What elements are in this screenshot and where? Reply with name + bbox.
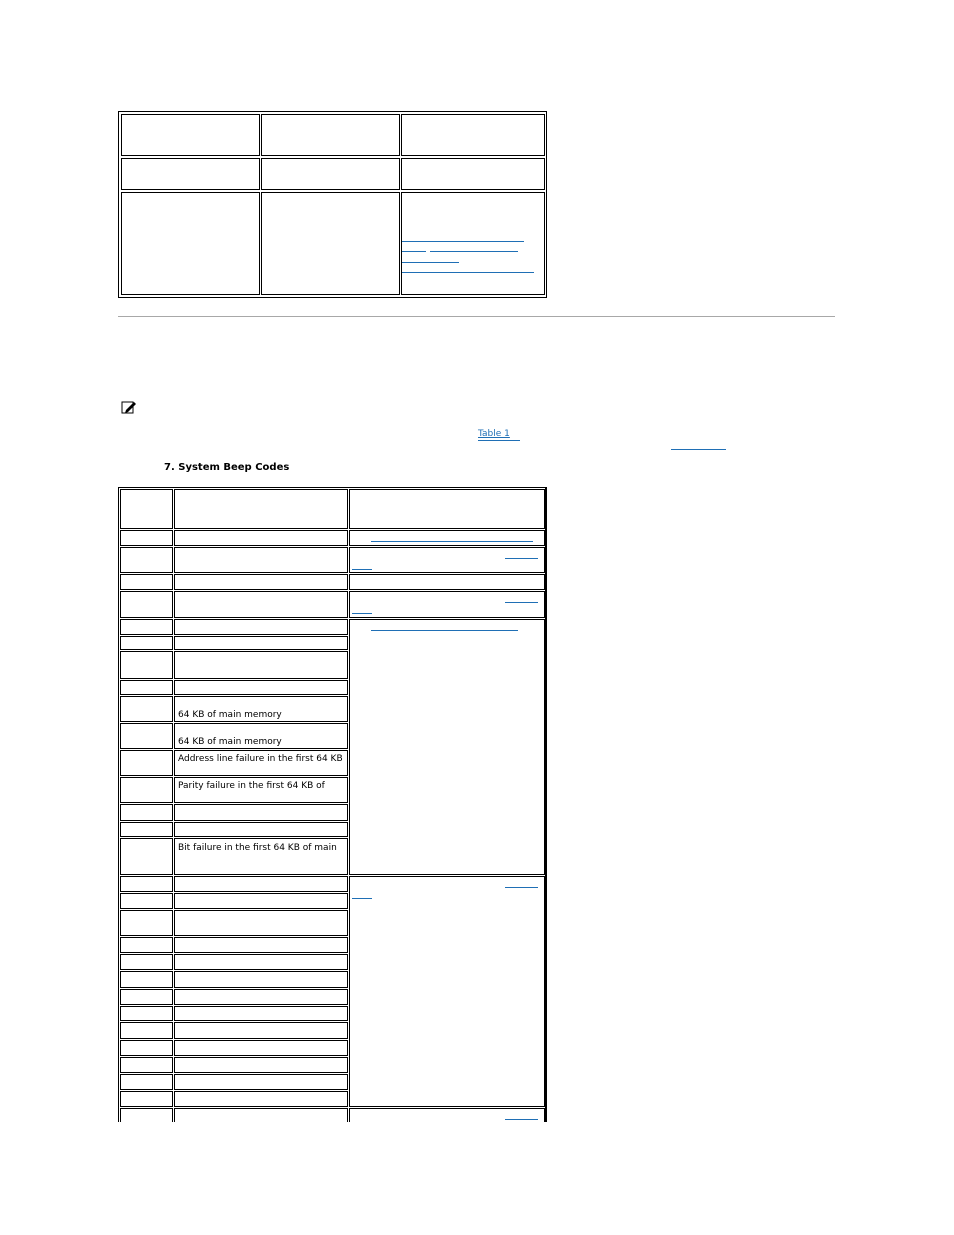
beep-table-cell bbox=[349, 530, 545, 546]
beep-table-cell bbox=[174, 1074, 348, 1090]
beep-table-cell bbox=[174, 937, 348, 953]
beep-table-cell bbox=[174, 1006, 348, 1021]
beep-table-cell bbox=[120, 910, 173, 936]
beep-table-cell bbox=[174, 680, 348, 695]
beep-table-cell bbox=[174, 619, 348, 635]
beep-table-cell bbox=[174, 954, 348, 970]
top-table-cell bbox=[261, 114, 400, 156]
top-table-cell bbox=[401, 192, 545, 295]
beep-row4-link[interactable] bbox=[505, 602, 538, 603]
beep-table-cell bbox=[349, 574, 545, 590]
beep-table-cell bbox=[120, 636, 173, 650]
beep-row4-link[interactable] bbox=[352, 613, 372, 614]
beep-table-cell bbox=[120, 838, 173, 875]
beep-row1-link[interactable] bbox=[371, 541, 533, 542]
beep-row2-link[interactable] bbox=[505, 558, 538, 559]
beep-table-cell bbox=[120, 1022, 173, 1039]
top-table-link-3[interactable] bbox=[430, 251, 518, 252]
beep-table-cell bbox=[120, 937, 173, 953]
beep-table-cell bbox=[174, 547, 348, 573]
beep-table-cell bbox=[120, 1057, 173, 1073]
beep-table-cell bbox=[120, 1091, 173, 1107]
top-table-cell bbox=[121, 158, 260, 190]
beep-table-cell bbox=[120, 804, 173, 821]
beep-table-header-cell bbox=[120, 489, 173, 529]
note-icon bbox=[121, 399, 137, 413]
beep-last-row-link[interactable] bbox=[505, 1119, 538, 1120]
beep-table-cell bbox=[349, 591, 545, 618]
beep-table-cell bbox=[174, 1040, 348, 1056]
beep-table-cell bbox=[120, 696, 173, 722]
beep-table-cell bbox=[174, 1022, 348, 1039]
page-bottom-margin bbox=[0, 1122, 954, 1235]
beep-table-cell bbox=[120, 971, 173, 988]
beep-table-cell bbox=[349, 547, 545, 573]
beep-table-merged-cell bbox=[349, 876, 545, 1107]
beep-table-cell bbox=[174, 971, 348, 988]
beep-table-cell bbox=[120, 989, 173, 1005]
beep-table-header-cell bbox=[174, 489, 348, 529]
beep-table-cell bbox=[174, 989, 348, 1005]
beep-table-cell bbox=[120, 591, 173, 618]
beep-table-cell bbox=[120, 822, 173, 837]
beep-table-merged-cell bbox=[349, 619, 545, 875]
beep-row5-link[interactable] bbox=[371, 630, 518, 631]
beep-table-cell bbox=[120, 651, 173, 679]
beep-table-cell bbox=[120, 619, 173, 635]
top-table-cell bbox=[401, 114, 545, 156]
beep-table-cell bbox=[120, 876, 173, 892]
beep-table-cell bbox=[120, 1040, 173, 1056]
top-table-link-1[interactable] bbox=[402, 241, 524, 242]
beep-table-cell bbox=[174, 893, 348, 909]
top-table-cell bbox=[401, 158, 545, 190]
beep-table-cell bbox=[120, 750, 173, 776]
beep-row10-description: 64 KB of main memory bbox=[178, 737, 282, 747]
beep-row2-link[interactable] bbox=[352, 569, 372, 570]
beep-table-header-cell bbox=[349, 489, 545, 529]
top-table-cell bbox=[261, 158, 400, 190]
beep-table-cell bbox=[120, 547, 173, 573]
beep-table-cell bbox=[174, 910, 348, 936]
note-link-2[interactable] bbox=[671, 449, 726, 450]
beep-row15-description: Bit failure in the first 64 KB of main bbox=[178, 843, 337, 853]
section-divider bbox=[118, 316, 835, 317]
beep-table-cell bbox=[120, 954, 173, 970]
beep-table-cell bbox=[120, 1074, 173, 1090]
beep-table-caption: 7. System Beep Codes bbox=[164, 462, 290, 473]
top-table-cell bbox=[121, 192, 260, 295]
beep-row12-description: Parity failure in the first 64 KB of bbox=[178, 781, 325, 791]
table-1-link[interactable]: Table 1 bbox=[478, 429, 510, 439]
beep-table-cell bbox=[174, 574, 348, 590]
beep-table-cell bbox=[120, 530, 173, 546]
top-table-link-4[interactable] bbox=[402, 262, 459, 263]
beep-table-cell bbox=[174, 591, 348, 618]
top-table-link-2[interactable] bbox=[402, 251, 426, 252]
beep-row16-link[interactable] bbox=[505, 887, 538, 888]
beep-table-cell bbox=[174, 876, 348, 892]
beep-row16-link[interactable] bbox=[352, 898, 372, 899]
top-table-link-5[interactable] bbox=[402, 272, 534, 273]
beep-table-cell bbox=[174, 1057, 348, 1073]
beep-table-cell bbox=[120, 1006, 173, 1021]
beep-table-cell bbox=[174, 822, 348, 837]
table-1-link-underline bbox=[478, 440, 520, 441]
beep-table-cell bbox=[174, 651, 348, 679]
beep-table-cell bbox=[120, 723, 173, 749]
beep-table-cell bbox=[120, 893, 173, 909]
beep-table-cell bbox=[120, 777, 173, 803]
beep-row9-description: 64 KB of main memory bbox=[178, 710, 282, 720]
beep-row11-description: Address line failure in the first 64 KB bbox=[178, 754, 343, 764]
beep-table-cell bbox=[120, 680, 173, 695]
beep-table-cell bbox=[174, 636, 348, 650]
top-table-cell bbox=[121, 114, 260, 156]
top-table-cell bbox=[261, 192, 400, 295]
beep-table-cell bbox=[174, 804, 348, 821]
beep-table-cell bbox=[174, 530, 348, 546]
beep-table-cell bbox=[174, 1091, 348, 1107]
beep-table-cell bbox=[120, 574, 173, 590]
